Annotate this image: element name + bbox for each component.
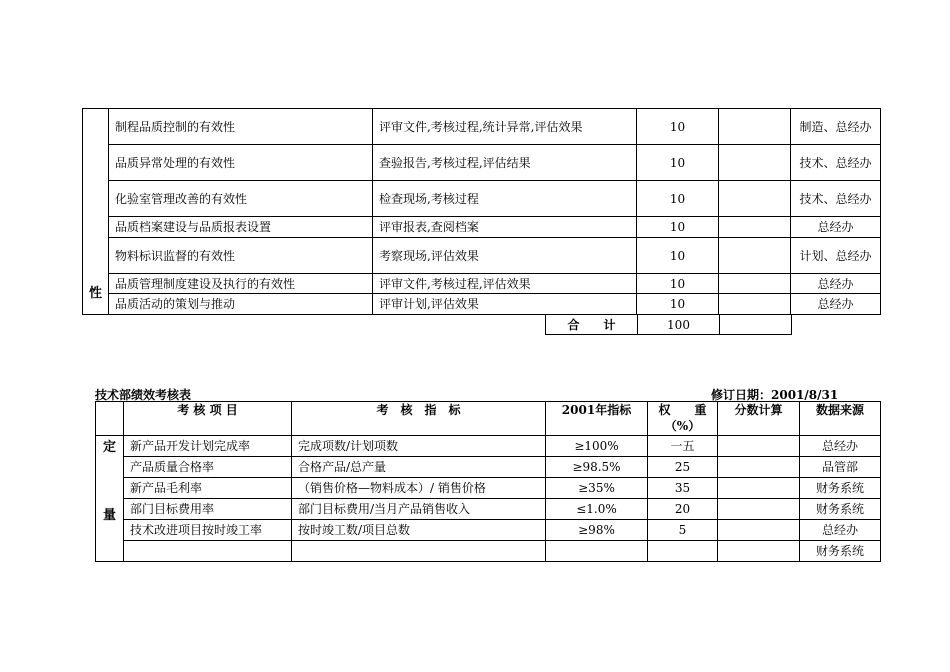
total-label: 合 计 <box>546 315 638 335</box>
tech-dept-kpi-table <box>95 401 881 562</box>
item-cell: 技术改进项目按时竣工率 <box>124 520 292 541</box>
source-cell: 总经办 <box>791 294 881 315</box>
indicator-cell <box>292 541 546 562</box>
category-cell <box>96 436 124 562</box>
weight-cell: 10 <box>637 109 719 145</box>
indicator-cell: （销售价格—物料成本）/ 销售价格 <box>292 478 546 499</box>
weight-cell <box>648 541 718 562</box>
calc-cell <box>718 478 800 499</box>
item-cell: 品质活动的策划与推动 <box>109 294 373 315</box>
weight-cell: 5 <box>648 520 718 541</box>
calc-cell <box>719 145 791 181</box>
weight-cell: 10 <box>637 181 719 217</box>
indicator-cell: 评审文件,考核过程,统计异常,评估效果 <box>373 109 637 145</box>
item-cell: 化验室管理改善的有效性 <box>109 181 373 217</box>
target-cell <box>546 541 648 562</box>
weight-cell: 10 <box>637 145 719 181</box>
weight-cell: 一五 <box>648 436 718 457</box>
header-source: 数据来源 <box>800 402 881 436</box>
item-cell: 品质档案建设与品质报表设置 <box>109 217 373 238</box>
calc-cell <box>718 436 800 457</box>
source-cell: 总经办 <box>791 274 881 294</box>
calc-cell <box>718 457 800 478</box>
header-category <box>96 402 124 436</box>
indicator-cell: 评审计划,评估效果 <box>373 294 637 315</box>
target-cell: ≥98% <box>546 520 648 541</box>
header-target: 2001年指标 <box>546 402 648 436</box>
calc-cell <box>719 217 791 238</box>
target-cell: ≥100% <box>546 436 648 457</box>
revised-date: 修订日期：2001/8/31 <box>711 388 839 402</box>
item-cell: 新产品毛利率 <box>124 478 292 499</box>
header-calc: 分数计算 <box>718 402 800 436</box>
item-cell: 制程品质控制的有效性 <box>109 109 373 145</box>
target-cell: ≤1.0% <box>546 499 648 520</box>
header-indicator: 考 核 指 标 <box>292 402 546 436</box>
source-cell: 技术、总经办 <box>791 145 881 181</box>
category-cell <box>83 109 109 315</box>
source-cell: 总经办 <box>800 520 881 541</box>
calc-cell <box>719 274 791 294</box>
calc-cell <box>718 520 800 541</box>
indicator-cell: 合格产品/总产量 <box>292 457 546 478</box>
item-cell: 品质管理制度建设及执行的有效性 <box>109 274 373 294</box>
category-label-bottom: 量 <box>102 508 116 523</box>
indicator-cell: 完成项数/计划项数 <box>292 436 546 457</box>
calc-cell <box>719 238 791 274</box>
header-item: 考 核 项 目 <box>124 402 292 436</box>
weight-cell: 10 <box>637 238 719 274</box>
source-cell: 财务系统 <box>800 541 881 562</box>
calc-cell <box>719 181 791 217</box>
indicator-cell: 评审报表,查阅档案 <box>373 217 637 238</box>
header-weight: 权 重（%） <box>648 402 718 436</box>
calc-cell <box>719 109 791 145</box>
target-cell: ≥98.5% <box>546 457 648 478</box>
indicator-cell: 部门目标费用/当月产品销售收入 <box>292 499 546 520</box>
weight-cell: 25 <box>648 457 718 478</box>
calc-cell <box>718 499 800 520</box>
item-cell: 新产品开发计划完成率 <box>124 436 292 457</box>
calc-cell <box>719 294 791 315</box>
source-cell: 财务系统 <box>800 478 881 499</box>
item-cell: 品质异常处理的有效性 <box>109 145 373 181</box>
source-cell: 技术、总经办 <box>791 181 881 217</box>
weight-cell: 10 <box>637 294 719 315</box>
calc-cell <box>718 541 800 562</box>
weight-cell: 35 <box>648 478 718 499</box>
indicator-cell: 按时竣工数/项目总数 <box>292 520 546 541</box>
item-cell: 物料标识监督的有效性 <box>109 238 373 274</box>
tech-dept-table-title: 技术部绩效考核表 <box>95 388 192 402</box>
indicator-cell: 查验报告,考核过程,评估结果 <box>373 145 637 181</box>
indicator-cell: 评审文件,考核过程,评估效果 <box>373 274 637 294</box>
item-cell <box>124 541 292 562</box>
source-cell: 财务系统 <box>800 499 881 520</box>
source-cell: 总经办 <box>800 436 881 457</box>
weight-cell: 10 <box>637 274 719 294</box>
item-cell: 产品质量合格率 <box>124 457 292 478</box>
target-cell: ≥35% <box>546 478 648 499</box>
weight-cell: 20 <box>648 499 718 520</box>
source-cell: 品管部 <box>800 457 881 478</box>
item-cell: 部门目标费用率 <box>124 499 292 520</box>
indicator-cell: 检查现场,考核过程 <box>373 181 637 217</box>
source-cell: 总经办 <box>791 217 881 238</box>
total-calc <box>720 315 792 335</box>
source-cell: 计划、总经办 <box>791 238 881 274</box>
source-cell: 制造、总经办 <box>791 109 881 145</box>
weight-cell: 10 <box>637 217 719 238</box>
category-label-top: 定 <box>102 440 116 455</box>
quality-kpi-table <box>82 108 881 315</box>
indicator-cell: 考察现场,评估效果 <box>373 238 637 274</box>
category-label: 性 <box>88 286 102 301</box>
total-value: 100 <box>638 315 720 335</box>
total-row <box>545 314 792 335</box>
